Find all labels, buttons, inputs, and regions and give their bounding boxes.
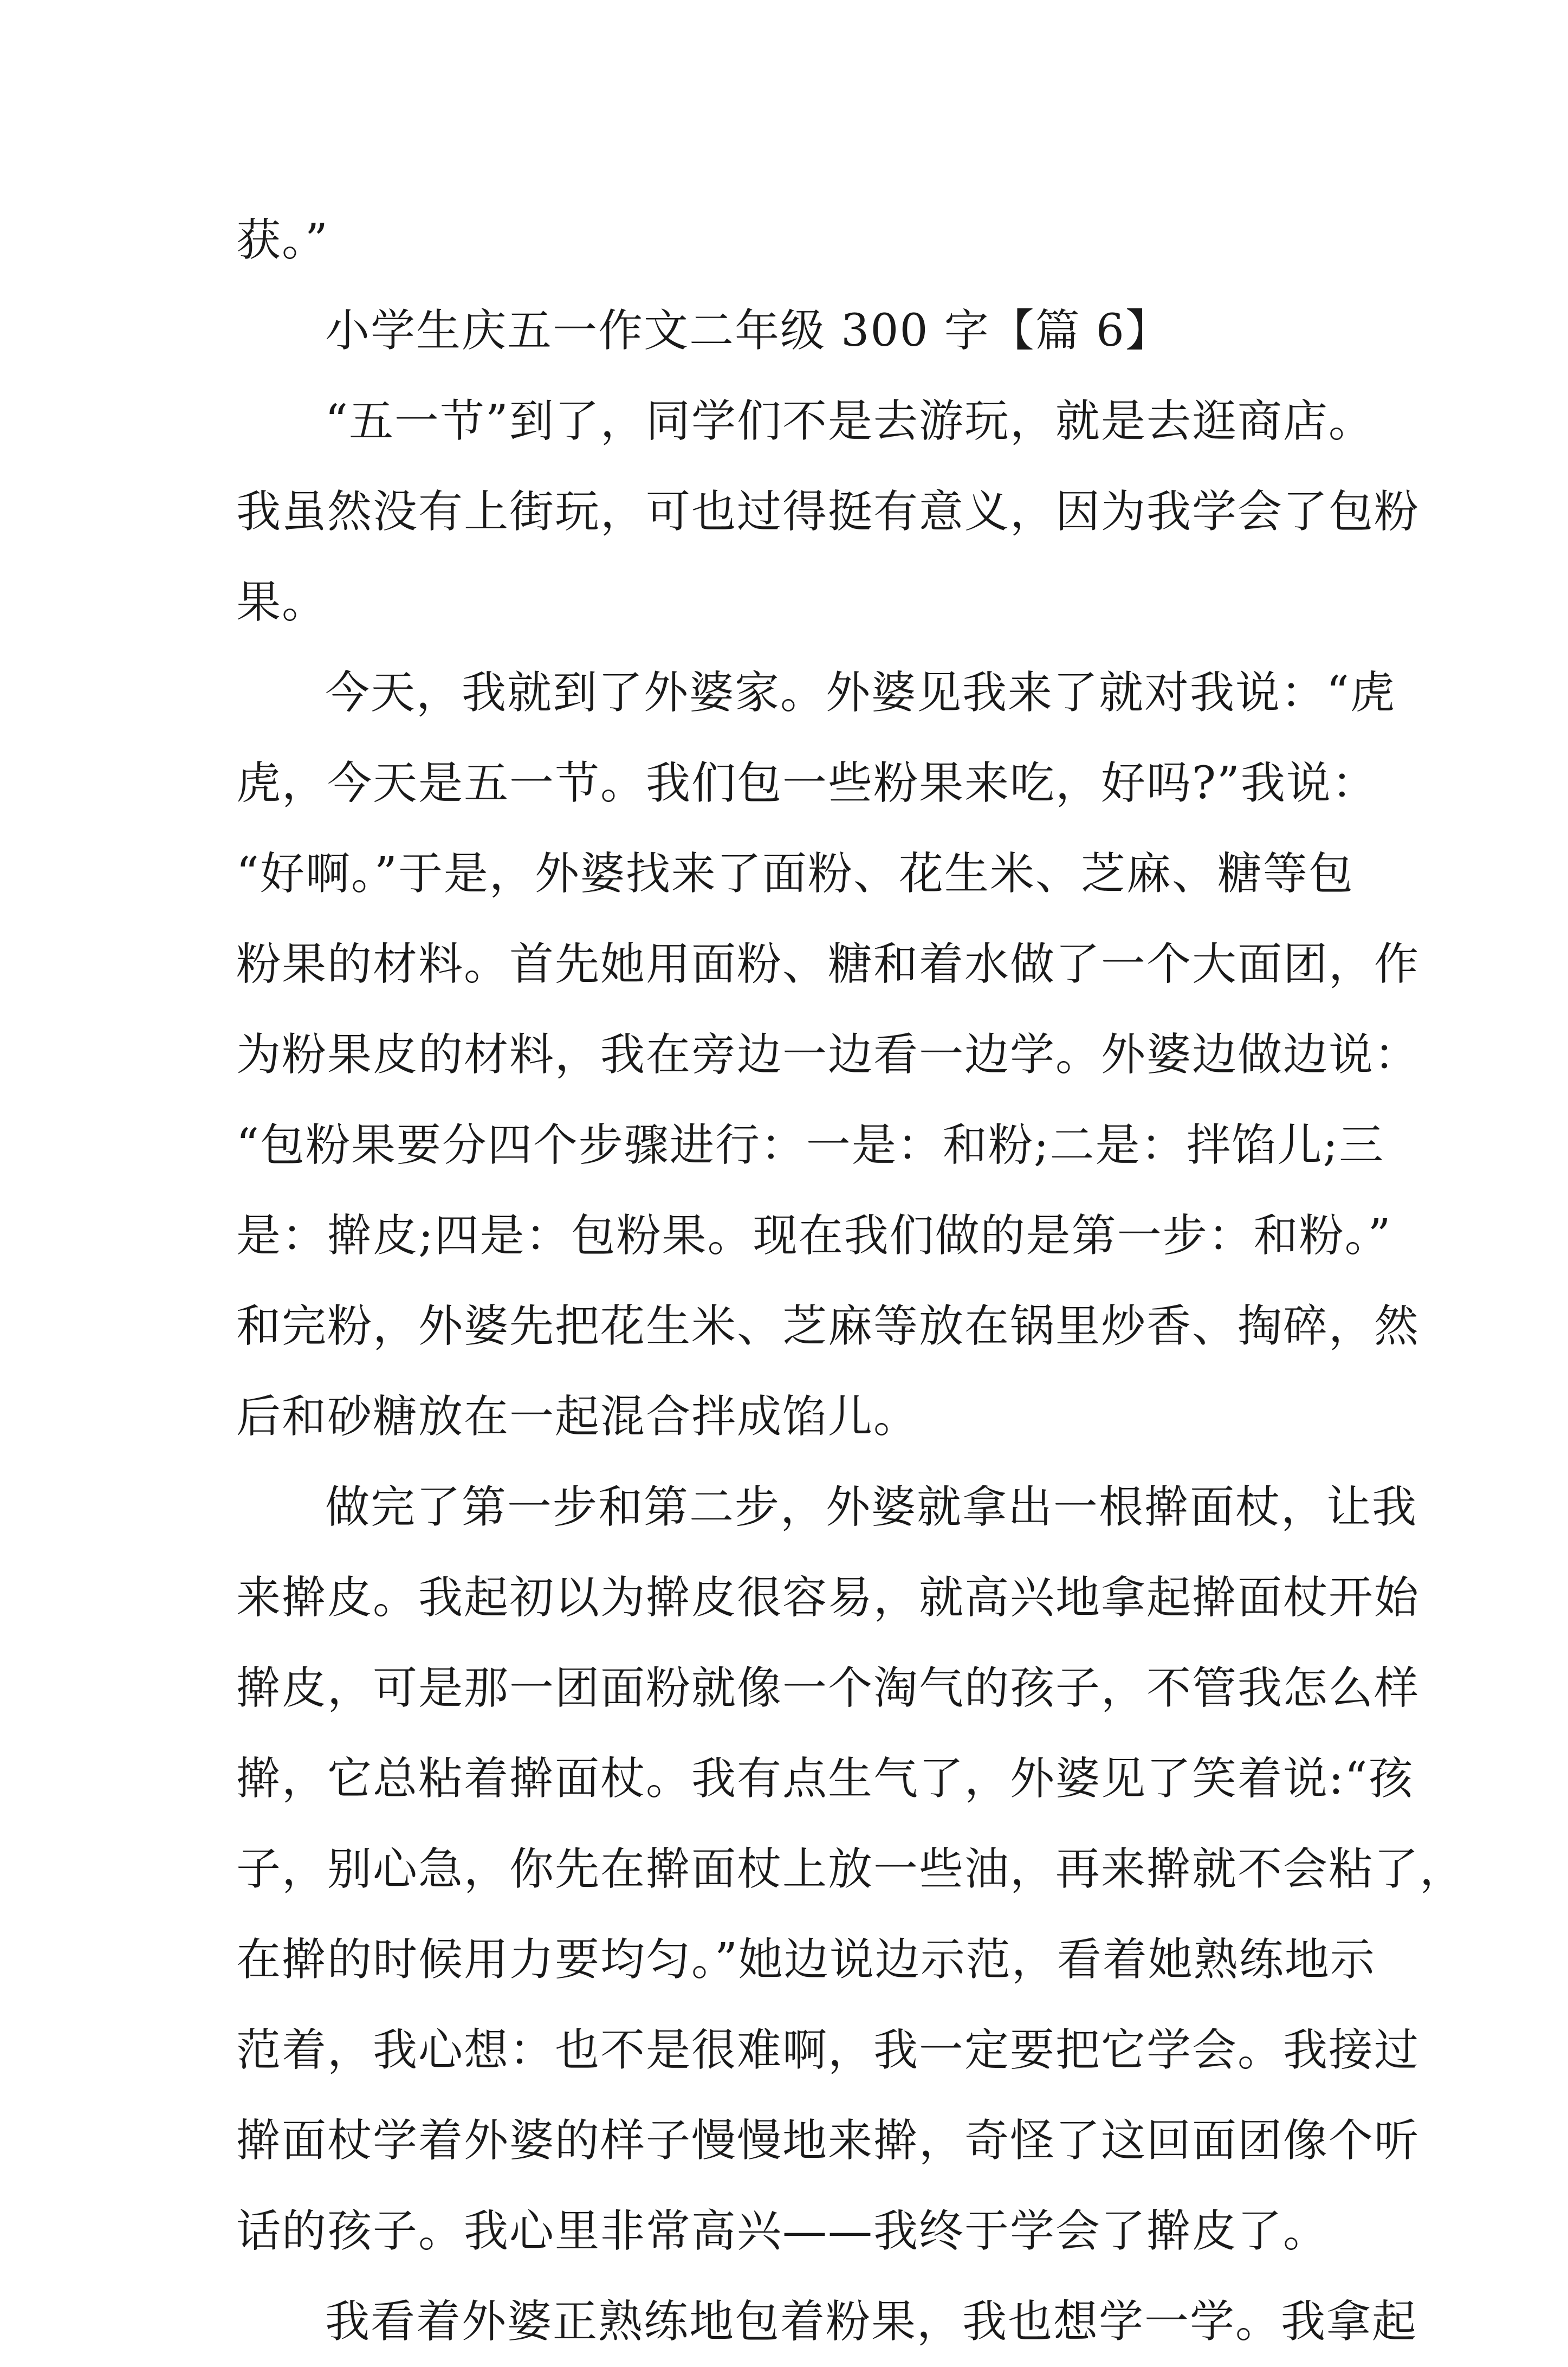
paragraph-line: 子，别心急，你先在擀面杖上放一些油，再来擀就不会粘了， [236,1844,1466,1895]
paragraph-line: “包粉果要分四个步骤进行：一是：和粉;二是：拌馅儿;三 [236,1120,1385,1171]
paragraph-line: 虎，今天是五一节。我们包一些粉果来吃，好吗?”我说： [236,758,1377,809]
paragraph-line: 做完了第一步和第二步，外婆就拿出一根擀面杖，让我 [325,1482,1418,1533]
paragraph-line: 话的孩子。我心里非常高兴——我终于学会了擀皮了。 [236,2206,1329,2257]
paragraph-line: 来擀皮。我起初以为擀皮很容易，就高兴地拿起擀面杖开始 [236,1572,1420,1624]
paragraph-line: 擀面杖学着外婆的样子慢慢地来擀，奇怪了这回面团像个听 [236,2115,1420,2166]
paragraph-line: 后和砂糖放在一起混合拌成馅儿。 [236,1391,919,1443]
paragraph-line: 在擀的时候用力要均匀。”她边说边示范，看着她熟练地示 [236,1934,1376,1986]
section-heading: 小学生庆五一作文二年级 300 字【篇 6】 [325,305,1171,357]
paragraph-line: 和完粉，外婆先把花生米、芝麻等放在锅里炒香、掏碎，然 [236,1301,1420,1352]
paragraph-line: 为粉果皮的材料，我在旁边一边看一边学。外婆边做边说： [236,1029,1420,1081]
essay-text [236,195,1466,2367]
paragraph-line: 是：擀皮;四是：包粉果。现在我们做的是第一步：和粉。” [236,1210,1392,1262]
paragraph-line: “好啊。”于是，外婆找来了面粉、花生米、芝麻、糖等包 [236,848,1354,900]
paragraph-line: 粉果的材料。首先她用面粉、糖和着水做了一个大面团，作 [236,939,1420,990]
paragraph-line: 擀，它总粘着擀面杖。我有点生气了，外婆见了笑着说:“孩 [236,1753,1414,1805]
paragraph-line: 我虽然没有上街玩，可也过得挺有意义，因为我学会了包粉 [236,486,1420,538]
paragraph-line: 擀皮，可是那一团面粉就像一个淘气的孩子，不管我怎么样 [236,1663,1420,1714]
paragraph-line: 范着，我心想：也不是很难啊，我一定要把它学会。我接过 [236,2025,1420,2076]
paragraph-line: 今天，我就到了外婆家。外婆见我来了就对我说：“虎 [325,667,1396,719]
text-line: 获。” [236,215,329,266]
paragraph-line: 我看着外婆正熟练地包着粉果，我也想学一学。我拿起 [325,2296,1418,2347]
paragraph-line: “五一节”到了，同学们不是去游玩，就是去逛商店。 [325,396,1374,447]
paragraph-line: 果。 [236,577,328,628]
